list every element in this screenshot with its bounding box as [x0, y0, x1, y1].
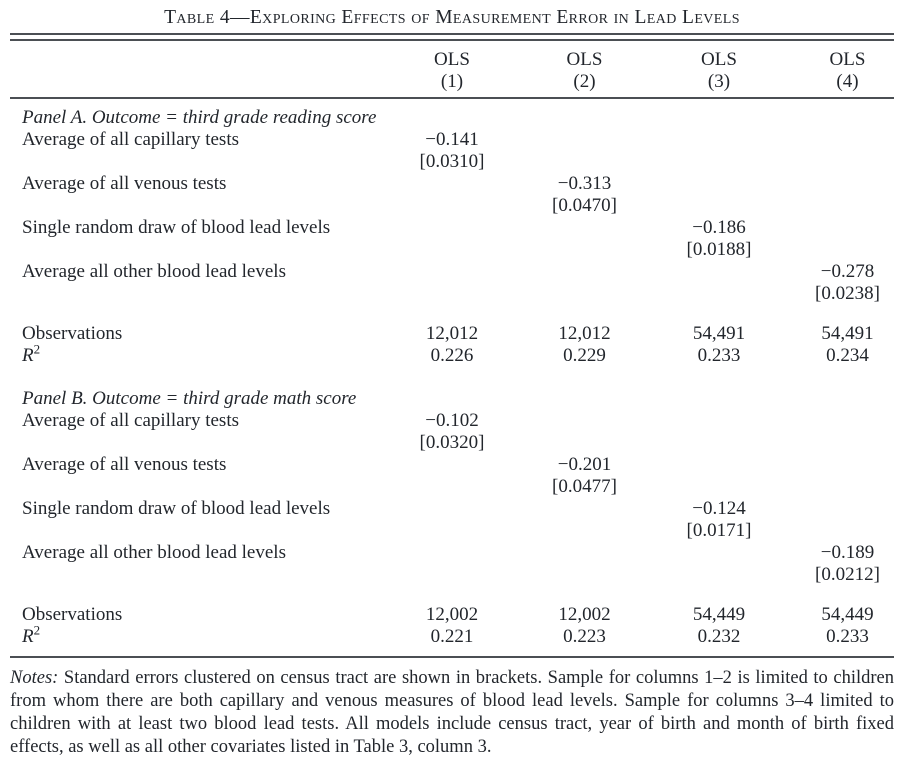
header-row-numbers [10, 71, 894, 93]
row-spacer [10, 520, 386, 542]
se-value [787, 195, 894, 217]
panel-a-label: Panel A. Outcome = third grade reading score [22, 107, 377, 128]
coef-value: −0.201 [557, 454, 612, 475]
table-row [10, 542, 894, 564]
header-rule [10, 97, 894, 99]
se-value: [0.0238] [815, 283, 880, 304]
row-label: Average of all venous tests [22, 173, 227, 194]
table-row-se [10, 239, 894, 261]
row-spacer [10, 239, 386, 261]
coef-value: −0.278 [820, 261, 875, 282]
se-value [651, 283, 787, 305]
row-label: Average of all capillary tests [22, 129, 239, 150]
row-spacer [10, 564, 386, 586]
se-value [518, 239, 651, 261]
rule-line [10, 39, 894, 41]
coef-value [518, 217, 651, 239]
table-row [10, 410, 894, 432]
observations-label: Observations [22, 323, 123, 344]
coef-value [651, 454, 787, 476]
observations-value: 12,002 [558, 604, 611, 625]
se-value [386, 520, 518, 542]
coef-value [386, 498, 518, 520]
r-squared-label [10, 341, 386, 367]
se-value: [0.0477] [552, 476, 617, 497]
table-row-se [10, 195, 894, 217]
se-value [787, 432, 894, 454]
observations-row [10, 604, 894, 626]
row-spacer [10, 432, 386, 454]
se-value [386, 476, 518, 498]
table-notes [10, 667, 894, 759]
observations-row [10, 323, 894, 345]
row-label: Average all other blood lead levels [22, 542, 286, 563]
notes-label: Notes: [10, 668, 59, 688]
r-squared-value: 0.233 [697, 345, 741, 366]
row-label: Single random draw of blood lead levels [22, 498, 331, 519]
table-row [10, 173, 894, 195]
se-value: [0.0212] [815, 564, 880, 585]
r-squared-value: 0.232 [697, 626, 741, 647]
se-value [386, 195, 518, 217]
notes-text: Standard errors clustered on census tract are shown in brackets. Sample for columns 1–2 is limited to children from whom there are both capillary and venous measures of blood lead levels. Sample for columns 3–4 limited to children with at least two blood lead tests. All models include census tract, year of birth and month of birth fixed effects, as well as all other covariates listed in Table 3, column 3. [10, 668, 894, 757]
row-label: Average all other blood lead levels [22, 261, 286, 282]
se-value [651, 564, 787, 586]
header-spacer [10, 71, 386, 93]
rule-line [10, 33, 894, 35]
coef-value [787, 173, 894, 195]
se-value [518, 520, 651, 542]
se-value [518, 151, 651, 173]
se-value [386, 283, 518, 305]
table-row [10, 498, 894, 520]
se-value: [0.0171] [686, 520, 752, 541]
observations-value: 54,449 [692, 604, 746, 625]
se-value [787, 239, 894, 261]
coef-value [518, 498, 651, 520]
coef-value [787, 217, 894, 239]
table-row [10, 454, 894, 476]
table-row [10, 217, 894, 239]
se-value: [0.0310] [419, 151, 485, 172]
coef-value [651, 261, 787, 283]
r-squared-value: 0.229 [563, 345, 606, 366]
r-squared-exponent: 2 [33, 622, 41, 638]
observations-label: Observations [22, 604, 123, 625]
coef-value [787, 498, 894, 520]
coef-value: −0.313 [557, 173, 612, 194]
coef-value [787, 129, 894, 151]
observations-value: 12,012 [425, 323, 479, 344]
se-value [787, 520, 894, 542]
r-squared-base: R [22, 345, 34, 366]
se-value: [0.0188] [686, 239, 752, 260]
se-value [386, 564, 518, 586]
header-spacer [10, 49, 386, 71]
se-value: [0.0470] [552, 195, 617, 216]
column-header-ols-2: OLS [566, 49, 603, 70]
observations-value: 12,002 [425, 604, 479, 625]
observations-value: 54,449 [821, 604, 874, 625]
r-squared-exponent: 2 [33, 341, 41, 357]
row-label: Single random draw of blood lead levels [22, 217, 331, 238]
table-row [10, 129, 894, 151]
coef-value: −0.141 [425, 129, 479, 150]
r-squared-row [10, 622, 894, 648]
r-squared-value: 0.223 [563, 626, 606, 647]
r-squared-value: 0.234 [826, 345, 869, 366]
coef-value: −0.124 [692, 498, 746, 519]
coef-value [518, 261, 651, 283]
se-value [651, 151, 787, 173]
coef-value [386, 542, 518, 564]
coef-value [386, 454, 518, 476]
observations-value: 12,012 [558, 323, 611, 344]
se-value [651, 432, 787, 454]
row-spacer [10, 151, 386, 173]
coef-value [386, 173, 518, 195]
row-spacer [10, 476, 386, 498]
se-value: [0.0320] [419, 432, 485, 453]
coef-value [518, 129, 651, 151]
coef-value [651, 542, 787, 564]
column-number-3: (3) [707, 71, 731, 92]
se-value [518, 283, 651, 305]
header-row-method [10, 49, 894, 71]
r-squared-value: 0.226 [430, 345, 474, 366]
table-row-se [10, 283, 894, 305]
r-squared-row [10, 341, 894, 367]
table-row [10, 261, 894, 283]
table-row-se [10, 520, 894, 542]
coef-value [651, 173, 787, 195]
column-number-1: (1) [440, 71, 464, 92]
table-row-se [10, 476, 894, 498]
coef-value [651, 129, 787, 151]
table-row-se [10, 151, 894, 173]
se-value [386, 239, 518, 261]
observations-value: 54,491 [692, 323, 746, 344]
coef-value: −0.186 [692, 217, 746, 238]
column-header-ols-1: OLS [434, 49, 470, 70]
bottom-rule [10, 656, 894, 658]
coef-value [386, 217, 518, 239]
coef-value [518, 410, 651, 432]
row-spacer [10, 283, 386, 305]
observations-value: 54,491 [821, 323, 874, 344]
r-squared-base: R [22, 626, 34, 647]
coef-value [787, 454, 894, 476]
se-value [651, 476, 787, 498]
se-value [651, 195, 787, 217]
se-value [787, 476, 894, 498]
coef-value [787, 410, 894, 432]
row-label: Average of all venous tests [22, 454, 227, 475]
panel-b-label: Panel B. Outcome = third grade math score [22, 388, 357, 409]
se-value [518, 432, 651, 454]
top-double-rule [0, 33, 904, 41]
row-spacer [10, 195, 386, 217]
column-number-2: (2) [573, 71, 596, 92]
r-squared-value: 0.233 [826, 626, 869, 647]
coef-value: −0.189 [820, 542, 875, 563]
r-squared-value: 0.221 [430, 626, 474, 647]
se-value [787, 151, 894, 173]
table-row-se [10, 564, 894, 586]
column-number-4: (4) [836, 71, 859, 92]
coef-value: −0.102 [425, 410, 479, 431]
table-row-se [10, 432, 894, 454]
row-label: Average of all capillary tests [22, 410, 239, 431]
coef-value [651, 410, 787, 432]
column-header-ols-4: OLS [829, 49, 866, 70]
coef-value [386, 261, 518, 283]
column-header-ols-3: OLS [701, 49, 737, 70]
r-squared-label [10, 622, 386, 648]
table-title: Table 4—Exploring Effects of Measurement Error in Lead Levels [164, 7, 740, 28]
coef-value [518, 542, 651, 564]
se-value [518, 564, 651, 586]
